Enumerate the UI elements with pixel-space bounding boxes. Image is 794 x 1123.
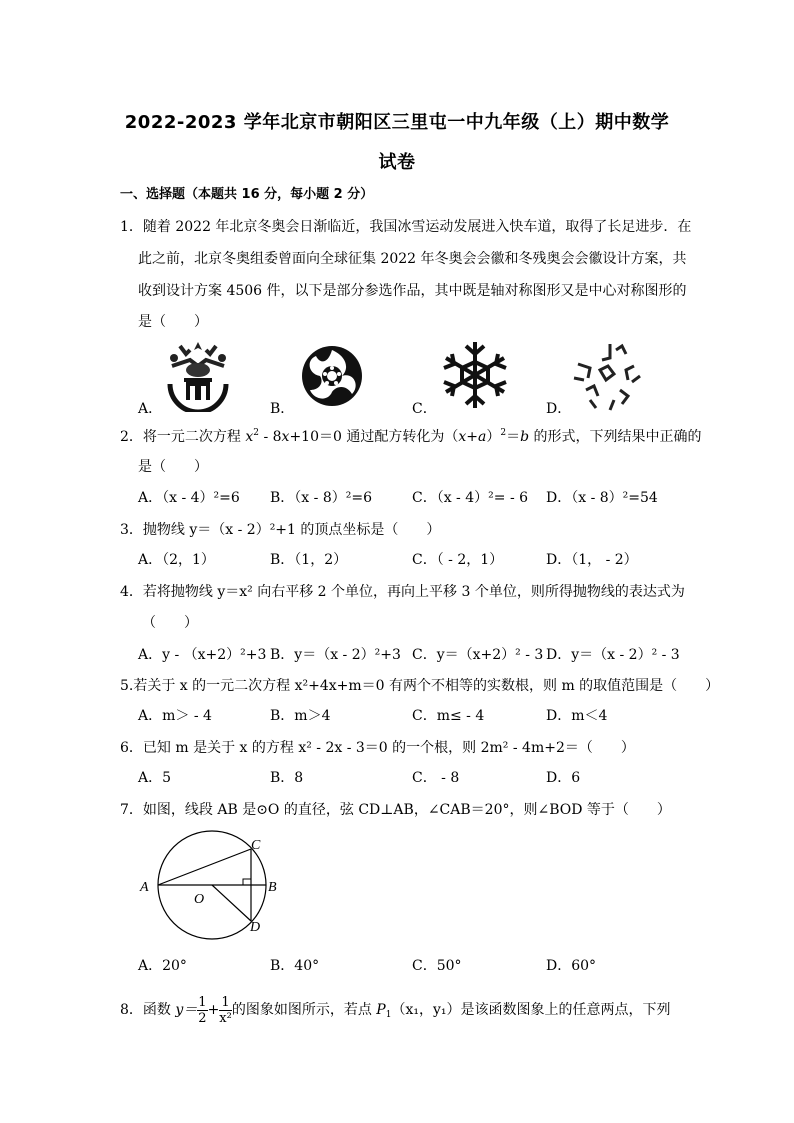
- q6-option-a: A．5: [138, 770, 172, 786]
- emblem-c-image: [438, 338, 512, 412]
- q1-line3: 收到设计方案 4506 件，以下是部分参选作品，其中既是轴对称图形又是中心对称图形的: [138, 283, 687, 299]
- q4-option-a: A．y - （x+2）²+3: [138, 647, 267, 663]
- label-o: O: [194, 892, 205, 907]
- emblem-a-image: [160, 336, 236, 412]
- q4-option-b: B．y＝（x - 2）²+3: [270, 647, 401, 663]
- emblem-b-image: [298, 342, 366, 410]
- section-heading: 一、选择题（本题共 16 分，每小题 2 分）: [120, 187, 374, 202]
- q4-line2: （ ）: [142, 615, 198, 631]
- q1-line1: 1．随着 2022 年北京冬奥会日渐临近，我国冰雪运动发展进入快车道，取得了长足进步．在: [120, 219, 692, 235]
- q3-option-a: A．（2，1）: [138, 552, 215, 568]
- q4-line1: 4．若将抛物线 y＝x² 向右平移 2 个单位，再向上平移 3 个单位，则所得抛物线的表达式为: [120, 584, 685, 600]
- q1-option-d: D．: [546, 401, 572, 417]
- q6-option-b: B．8: [270, 770, 304, 786]
- q7-option-d: D．60°: [546, 958, 597, 974]
- q4-option-d: D．y＝（x - 2）² - 3: [546, 647, 680, 663]
- q5-option-b: B．m＞4: [270, 708, 331, 724]
- q6-option-c: C． - 8: [412, 770, 460, 786]
- q7-option-c: C．50°: [412, 958, 462, 974]
- q3-option-b: B．（1，2）: [270, 552, 348, 568]
- q8-line1: 8．函数 y＝ $\frac{1}{2}$ + $\frac{1}{\text{x²}}$ 的图象如图所示，若点 $P_1(x_1$，y₁）是该函数图象上的任意两点，下列: [120, 994, 671, 1026]
- q6-line1: 6．已知 m 是关于 x 的方程 x² - 2x - 3＝0 的一个根，则 2m² - 4m+2＝（ ）: [120, 740, 635, 756]
- q7-line1: 7．如图，线段 AB 是⊙O 的直径，弦 CD⊥AB，∠CAB＝20°，则∠BOD 等于（ ）: [120, 802, 671, 818]
- q2-line1: 2．将一元二次方程 $x^2 - 8x+10=0$ 通过配方转化为$(x+a)^2=b$ 的形式，下列结果中正确的: [120, 428, 702, 445]
- q5-option-d: D．m＜4: [546, 708, 608, 724]
- emblem-d-image: [570, 340, 648, 414]
- q2-option-c: C．（x - 4）²= - 6: [412, 490, 529, 506]
- q1-option-c: C．: [412, 401, 437, 417]
- q1-line2: 此之前，北京冬奥组委曾面向全球征集 2022 年冬奥会会徽和冬残奥会会徽设计方案，共: [138, 251, 687, 267]
- page-title: 2022-2023 学年北京市朝阳区三里屯一中九年级（上）期中数学: [124, 112, 670, 133]
- q1-option-b: B．: [270, 401, 295, 417]
- q5-option-c: C．m≤ - 4: [412, 708, 485, 724]
- q2-line2: 是（ ）: [138, 459, 208, 475]
- label-c: C: [251, 838, 261, 853]
- q2-option-a: A．（x - 4）²=6: [138, 490, 240, 506]
- page-title-line2: 试卷: [378, 152, 416, 173]
- q1-option-a: A．: [138, 401, 163, 417]
- q7-option-b: B．40°: [270, 958, 320, 974]
- q7-option-a: A．20°: [138, 958, 187, 974]
- q2-option-d: D．（x - 8）²=54: [546, 490, 658, 506]
- q3-option-d: D．（1， - 2）: [546, 552, 638, 568]
- q3-line1: 3．抛物线 y＝（x - 2）²+1 的顶点坐标是（ ）: [120, 522, 441, 538]
- q3-option-c: C．（ - 2，1）: [412, 552, 504, 568]
- q6-option-d: D．6: [546, 770, 581, 786]
- q5-option-a: A．m＞ - 4: [138, 708, 212, 724]
- q5-line1: 5.若关于 x 的一元二次方程 x²+4x+m＝0 有两个不相等的实数根，则 m 的取值范围是（ ）: [120, 678, 720, 694]
- q2-option-b: B．（x - 8）²=6: [270, 490, 372, 506]
- q1-line4: 是（ ）: [138, 314, 208, 330]
- label-a: A: [140, 880, 149, 895]
- label-d: D: [250, 920, 261, 935]
- q4-option-c: C．y＝（x+2）² - 3: [412, 647, 544, 663]
- circle-diagram: [134, 830, 284, 940]
- label-b: B: [268, 880, 277, 895]
